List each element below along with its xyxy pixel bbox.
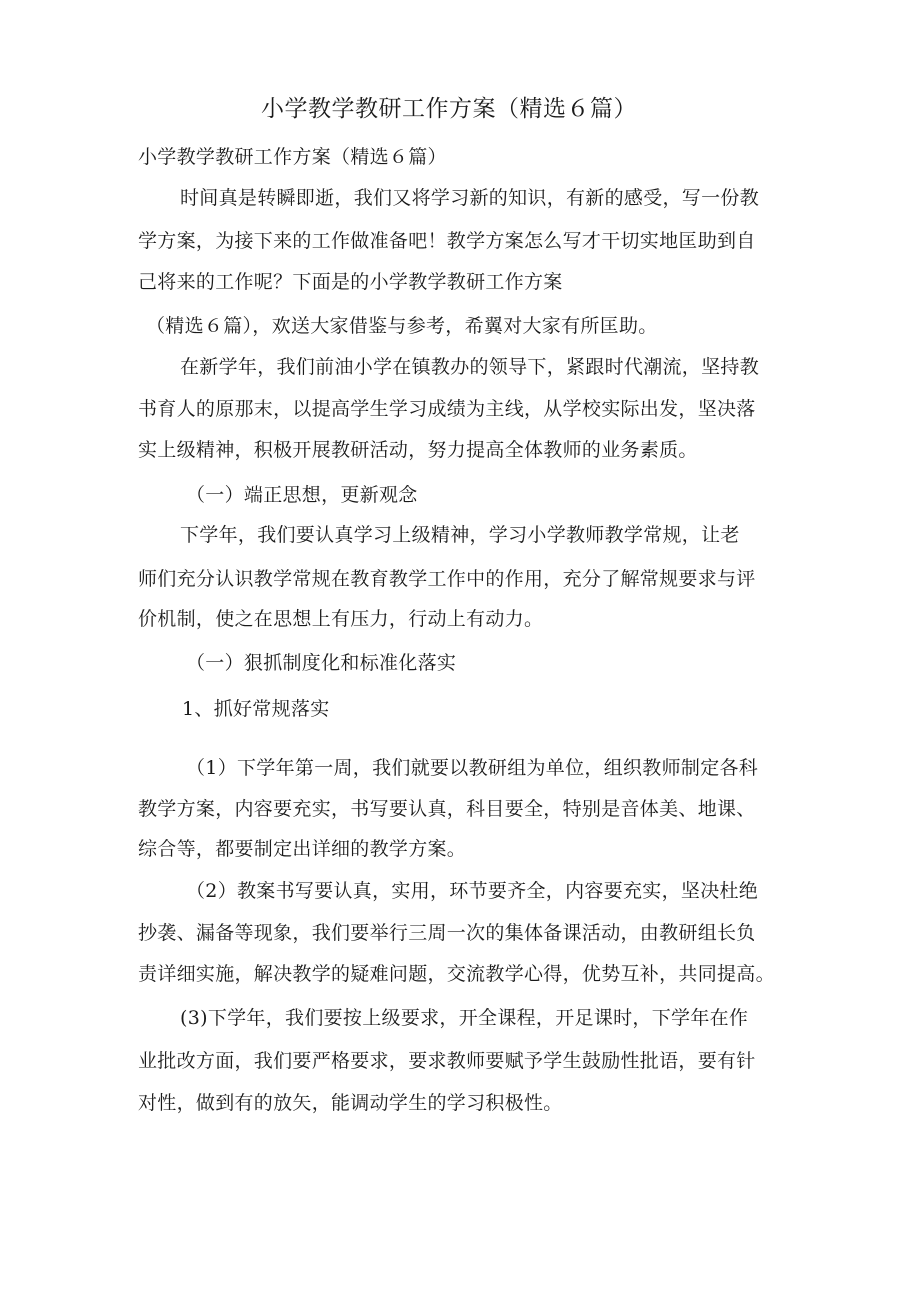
subsection-heading: 1、抓好常规落实	[182, 698, 330, 720]
list-item-line: 对性，做到有的放矢，能调动学生的学习积极性。	[138, 1092, 563, 1114]
list-item-line: 业批改方面，我们要严格要求，要求教师要赋予学生鼓励性批语，要有针	[138, 1050, 756, 1072]
intro-line: 时间真是转瞬即逝，我们又将学习新的知识，有新的感受，写一份教	[180, 187, 760, 209]
intro-line: （精选６篇），欢送大家借鉴与参考，希翼对大家有所匡助。	[146, 315, 658, 337]
section-heading: （一）狠抓制度化和标准化落实	[186, 652, 457, 674]
paragraph-line: 下学年，我们要认真学习上级精神，学习小学教师教学常规，让老	[180, 524, 740, 546]
list-item-line: （2）教案书写要认真，实用，环节要齐全，内容要充实，坚决杜绝	[186, 880, 759, 902]
section-heading: （一）端正思想，更新观念	[186, 484, 418, 506]
list-item-line: 责详细实施，解决教学的疑难问题，交流教学心得，优势互补，共同提高。	[138, 963, 775, 985]
list-item-line: 教学方案，内容要充实，书写要认真，科目要全，特别是音体美、地课、	[138, 798, 756, 820]
list-item-line: （1）下学年第一周，我们就要以教研组为单位，组织教师制定各科	[186, 757, 759, 779]
document-subtitle: 小学教学教研工作方案（精选６篇）	[138, 146, 447, 168]
document-title: 小学教学教研工作方案（精选６篇）	[261, 96, 637, 122]
paragraph-line: 书育人的原那末，以提高学生学习成绩为主线，从学校实际出发，坚决落	[138, 398, 756, 420]
list-item-line: 抄袭、漏备等现象，我们要举行三周一次的集体备课活动，由教研组长负	[138, 922, 756, 944]
intro-line: 学方案，为接下来的工作做准备吧！教学方案怎么写才干切实地匡助到自	[138, 230, 756, 252]
paragraph-line: 价机制，使之在思想上有压力，行动上有动力。	[138, 608, 544, 630]
intro-line: 己将来的工作呢？下面是的小学教学教研工作方案	[138, 271, 563, 293]
list-item-line: 综合等，都要制定出详细的教学方案。	[138, 838, 467, 860]
paragraph-line: 实上级精神，积极开展教研活动，努力提高全体教师的业务素质。	[138, 439, 698, 461]
paragraph-line: 师们充分认识教学常规在教育教学工作中的作用，充分了解常规要求与评	[138, 568, 756, 590]
paragraph-line: 在新学年，我们前油小学在镇教办的领导下，紧跟时代潮流，坚持教	[180, 356, 760, 378]
list-item-line: (3)下学年，我们要按上级要求，开全课程，开足课时，下学年在作	[180, 1007, 749, 1029]
